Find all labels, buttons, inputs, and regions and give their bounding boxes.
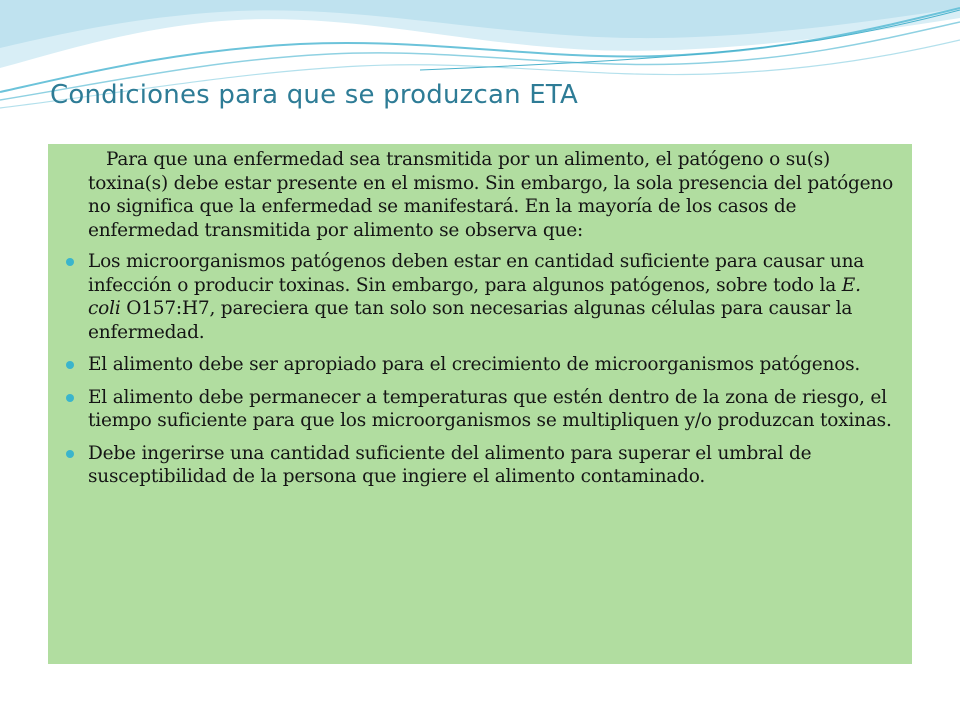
bullet-item — [66, 250, 898, 344]
slide-title: Condiciones para que se produzcan ETA — [50, 80, 578, 110]
content-box — [48, 144, 912, 664]
intro-paragraph: Para que una enfermedad sea transmitida por un alimento, el patógeno o su(s) toxina(s) debe estar presente en el mismo. Sin embargo, la sola presencia del patógeno no significa que la enfermedad se manifestará. En la mayoría de los casos de enfermedad transmitida por alimento se observa que: — [88, 149, 894, 241]
bullet-text-part: O157:H7, pareciera que tan solo son necesarias algunas células para causar la enfermedad. — [88, 298, 853, 343]
bullet-text: El alimento debe permanecer a temperaturas que estén dentro de la zona de riesgo, el tiempo suficiente para que los microorganismos se multipliquen y/o produzcan toxinas. — [88, 386, 892, 431]
bullet-emphasis: E. coli — [88, 274, 861, 319]
bullet-dot-icon — [66, 361, 74, 369]
bullet-text: El alimento debe ser apropiado para el crecimiento de microorganismos patógenos. — [88, 354, 861, 375]
bullet-item — [66, 442, 898, 489]
bullet-dot-icon — [66, 450, 74, 458]
bullet-item — [66, 386, 898, 433]
bullet-text-part: Los microorganismos patógenos deben estar en cantidad suficiente para causar una infección o producir toxinas. Sin embargo, para algunos patógenos, sobre todo la — [88, 251, 865, 296]
bullet-text: Debe ingerirse una cantidad suficiente del alimento para superar el umbral de susceptibilidad de la persona que ingiere el alimento contaminado. — [88, 442, 812, 487]
bullet-list — [66, 250, 898, 489]
bullet-dot-icon — [66, 394, 74, 402]
bullet-text — [88, 251, 864, 343]
bullet-dot-icon — [66, 258, 74, 266]
bullet-item — [66, 353, 898, 377]
